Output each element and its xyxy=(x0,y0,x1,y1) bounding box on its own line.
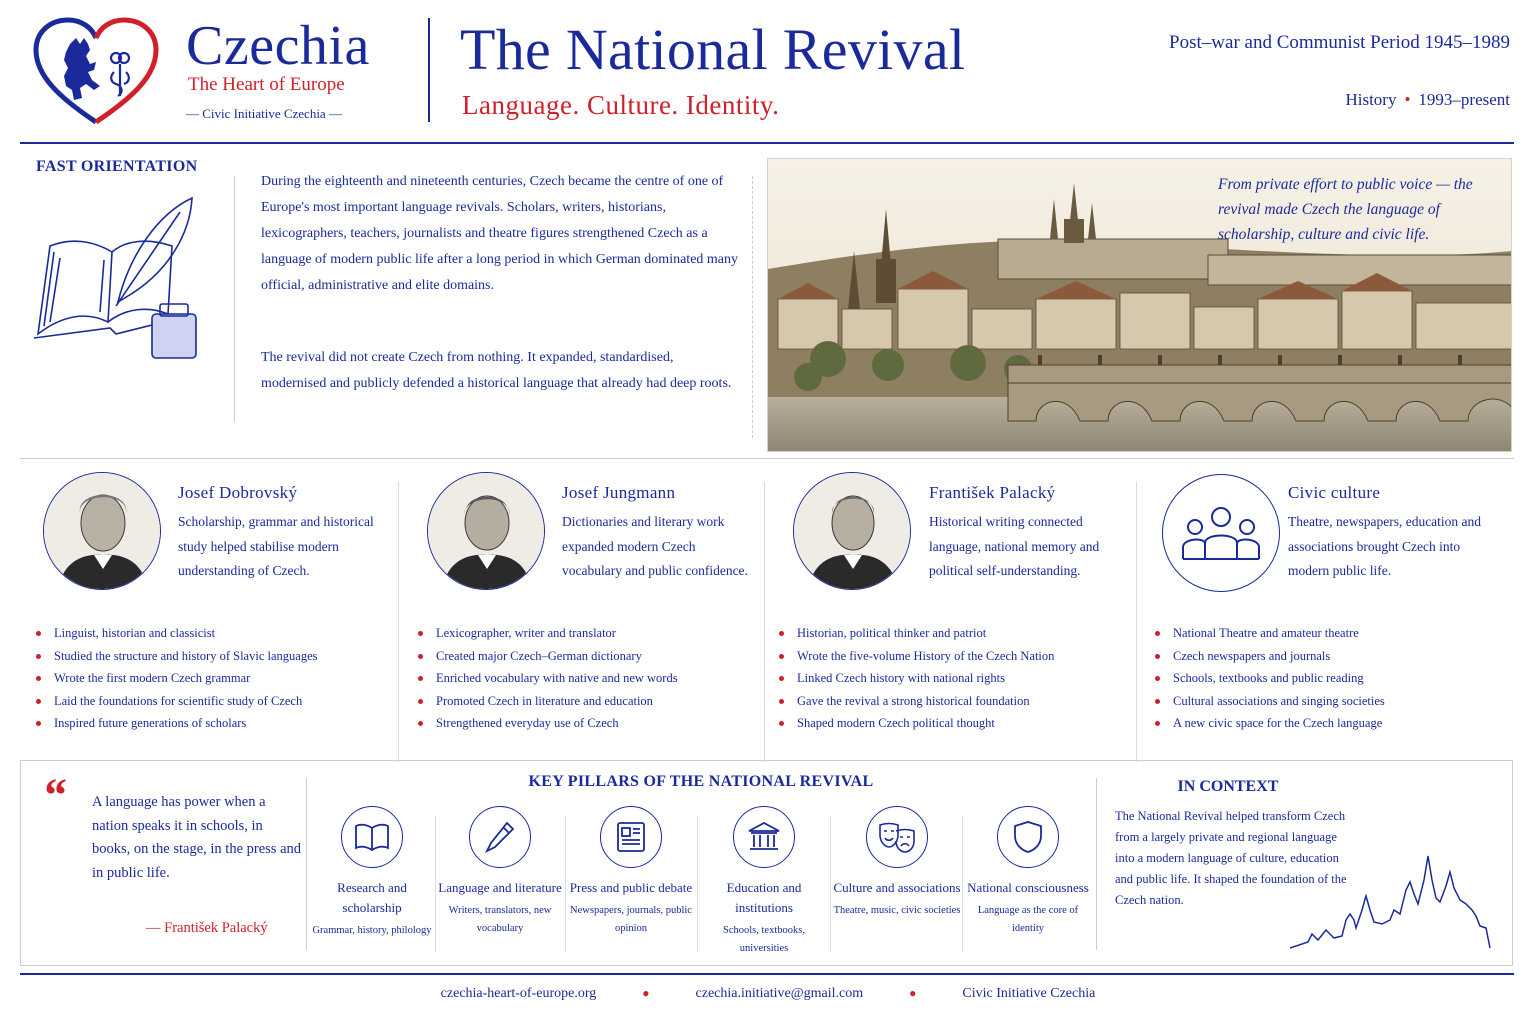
portrait-palacky xyxy=(793,472,911,590)
brand-logo xyxy=(30,14,162,130)
list-item: Lexicographer, writer and translator xyxy=(416,622,678,645)
brand-tagline: The Heart of Europe xyxy=(188,74,345,95)
pillar-subtitle: Language as the core of identity xyxy=(977,905,1079,934)
portrait-dobrovsky xyxy=(43,472,161,590)
figure-description: Historical writing connected language, national memory and political self-understanding. xyxy=(929,514,1100,578)
bullet-dot-icon: • xyxy=(1404,90,1411,109)
quote-author: — František Palacký xyxy=(146,920,268,936)
pillar-press xyxy=(566,806,696,937)
list-item: Czech newspapers and journals xyxy=(1153,645,1385,668)
heart-lion-logo-icon xyxy=(30,14,162,130)
figure-name: František Palacký xyxy=(929,483,1056,502)
quote-mark-icon: “ xyxy=(42,769,66,822)
list-item: Strengthened everyday use of Czech xyxy=(416,712,678,735)
photo-caption: From private effort to public voice — the revival made Czech the language of scholarship, culture and civic life. xyxy=(1218,176,1473,243)
list-item: Schools, textbooks and public reading xyxy=(1153,667,1385,690)
footer-org: Civic Initiative Czechia xyxy=(962,986,1096,1001)
pillar-national xyxy=(963,806,1093,937)
figure-bullets xyxy=(416,622,678,735)
context-title: IN CONTEXT xyxy=(1177,778,1279,795)
page-subtitle: Language. Culture. Identity. xyxy=(462,90,780,120)
figure-name: Josef Dobrovský xyxy=(178,483,298,502)
bullet-dot-icon: ● xyxy=(642,986,650,1000)
box-divider xyxy=(1096,778,1097,950)
list-item: Linguist, historian and classicist xyxy=(34,622,317,645)
figure-name: Josef Jungmann xyxy=(562,483,676,502)
pillar-divider xyxy=(697,816,698,952)
pillar-culture xyxy=(832,806,962,920)
list-item: Created major Czech–German dictionary xyxy=(416,645,678,668)
pillars-title: KEY PILLARS OF THE NATIONAL REVIVAL xyxy=(528,773,874,790)
book-icon xyxy=(341,806,403,868)
footer-rule xyxy=(20,973,1514,975)
list-item: Enriched vocabulary with native and new words xyxy=(416,667,678,690)
figure-description: Scholarship, grammar and historical study helped stabilise modern understanding of Czech. xyxy=(178,514,374,578)
brand-name: Czechia xyxy=(186,15,370,77)
pillar-subtitle: Theatre, music, civic societies xyxy=(833,905,961,916)
period-label: Post–war and Communist Period 1945–1989 xyxy=(1169,32,1510,53)
range-label: 1993–present xyxy=(1418,90,1510,109)
list-item: National Theatre and amateur theatre xyxy=(1153,622,1385,645)
footer xyxy=(0,986,1536,1002)
list-item: Inspired future generations of scholars xyxy=(34,712,317,735)
pillar-divider xyxy=(830,816,831,952)
pillar-title: Language and literature xyxy=(438,880,562,895)
pillar-title: Research and scholarship xyxy=(337,880,407,915)
section-rule xyxy=(20,458,1514,459)
pillar-subtitle: Writers, translators, new vocabulary xyxy=(448,905,552,934)
list-item: Cultural associations and singing societies xyxy=(1153,690,1385,713)
figure-description: Dictionaries and literary work expanded modern Czech vocabulary and public confidence. xyxy=(562,514,748,578)
list-item: Wrote the first modern Czech grammar xyxy=(34,667,317,690)
list-item: A new civic space for the Czech language xyxy=(1153,712,1385,735)
list-item: Shaped modern Czech political thought xyxy=(777,712,1054,735)
pillar-title: Press and public debate xyxy=(569,880,693,895)
figure-bullets xyxy=(777,622,1054,735)
orientation-title: FAST ORIENTATION xyxy=(36,158,198,175)
column-divider xyxy=(764,482,765,762)
category-label: History xyxy=(1345,90,1397,109)
pillar-title: Education and institutions xyxy=(726,880,802,915)
prague-skyline-icon xyxy=(1290,850,1494,950)
orientation-dashed-divider xyxy=(752,176,753,438)
book-quill-icon xyxy=(30,194,205,366)
bullet-dot-icon: ● xyxy=(909,986,917,1000)
list-item: Promoted Czech in literature and education xyxy=(416,690,678,713)
meta-line xyxy=(1345,90,1510,110)
header-rule xyxy=(20,142,1514,144)
pillar-language xyxy=(435,806,565,937)
pillar-research xyxy=(307,806,437,940)
shield-icon xyxy=(997,806,1059,868)
list-item: Gave the revival a strong historical foundation xyxy=(777,690,1054,713)
institution-icon xyxy=(733,806,795,868)
column-divider xyxy=(398,482,399,762)
figure-bullets xyxy=(34,622,317,735)
figure-name: Civic culture xyxy=(1288,483,1381,502)
quote-text: A language has power when a nation speaks it in schools, in books, on the stage, in the press and in public life. xyxy=(92,794,302,881)
column-divider xyxy=(1136,482,1137,762)
figure-description: Theatre, newspapers, education and associations brought Czech into modern public life. xyxy=(1288,514,1482,578)
orientation-paragraph-2: The revival did not create Czech from nothing. It expanded, standardised, modernised and publicly defended a historical language that already had deep roots. xyxy=(261,350,732,391)
pillar-subtitle: Schools, textbooks, universities xyxy=(723,925,805,954)
header-divider xyxy=(428,18,430,122)
footer-website-link[interactable]: czechia-heart-of-europe.org xyxy=(440,986,597,1001)
orientation-paragraph-1: During the eighteenth and nineteenth centuries, Czech became the centre of one of Europe's most important language revivals. Scholars, writers, historians, lexicographers, teachers, journalists and theatre figures strengthened Czech as a language of modern public life after a long period in which German dominated many official, administrative and elite domains. xyxy=(261,174,739,293)
orientation-divider xyxy=(234,176,235,422)
figure-bullets xyxy=(1153,622,1385,735)
list-item: Historian, political thinker and patriot xyxy=(777,622,1054,645)
page-title: The National Revival xyxy=(460,17,966,82)
list-item: Studied the structure and history of Slavic languages xyxy=(34,645,317,668)
list-item: Linked Czech history with national rights xyxy=(777,667,1054,690)
pillar-education xyxy=(699,806,829,957)
list-item: Wrote the five-volume History of the Czech Nation xyxy=(777,645,1054,668)
theatre-masks-icon xyxy=(866,806,928,868)
portrait-jungmann xyxy=(427,472,545,590)
newspaper-icon xyxy=(600,806,662,868)
people-group-icon xyxy=(1162,474,1280,592)
brand-subline: — Civic Initiative Czechia — xyxy=(186,106,342,121)
pillar-subtitle: Grammar, history, philology xyxy=(312,925,432,936)
list-item: Laid the foundations for scientific study of Czech xyxy=(34,690,317,713)
pen-icon xyxy=(469,806,531,868)
pillar-title: National consciousness xyxy=(967,880,1089,895)
pillar-subtitle: Newspapers, journals, public opinion xyxy=(570,905,692,934)
context-text: The National Revival helped transform Czech from a largely private and regional language into a modern language of culture, education and public life. It shaped the foundation of the Czech nation. xyxy=(1115,809,1347,907)
pillar-title: Culture and associations xyxy=(833,880,961,895)
footer-email-link[interactable]: czechia.initiative@gmail.com xyxy=(695,986,864,1001)
